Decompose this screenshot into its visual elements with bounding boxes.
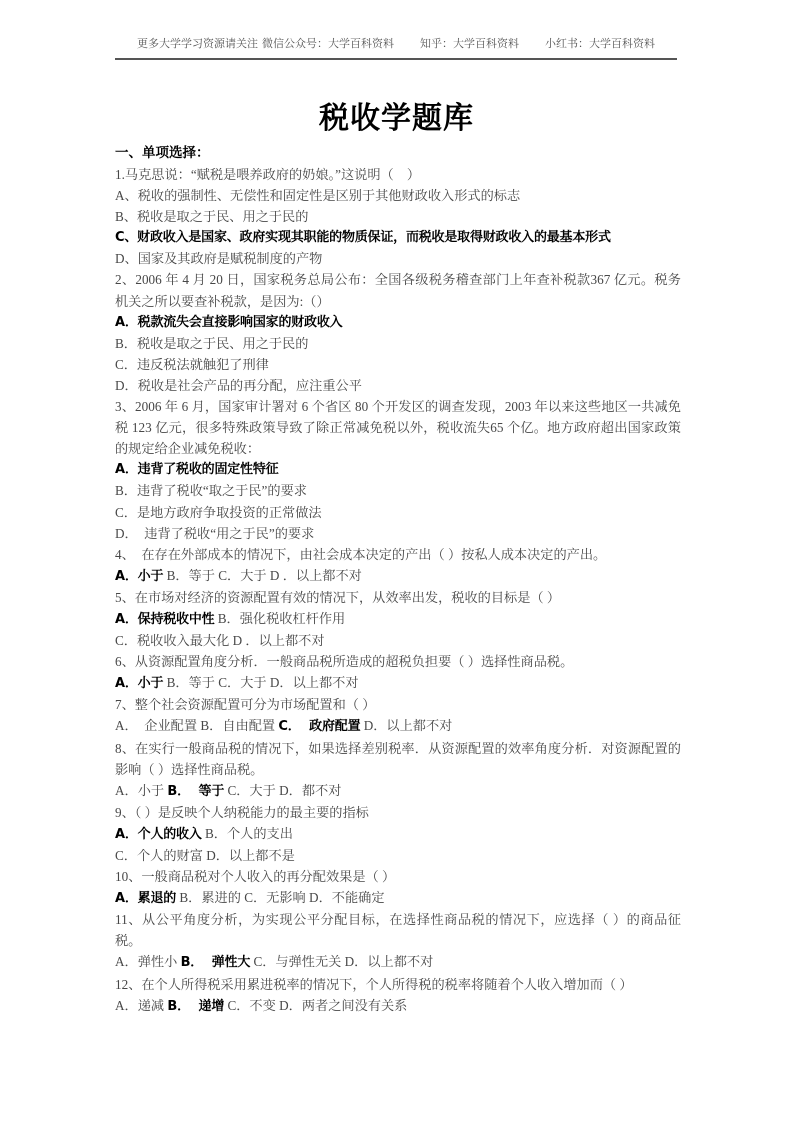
document-body <box>115 142 681 1017</box>
question-2-stem: 2、2006 年 4 月 20 日，国家税务总局公布：全国各级税务稽查部门上年查补税款367 亿元。税务机关之所以要查补税款，是因为:（） <box>115 272 681 309</box>
option-text: C．与弹性无关 D．以上都不对 <box>250 954 434 970</box>
question-1-option-c: C、财政收入是国家、政府实现其职能的物质保证，而税收是取得财政收入的最基本形式 <box>115 230 611 246</box>
header-segment-zhihu: 知乎：大学百科资料 <box>420 38 519 50</box>
question-10-options <box>115 887 681 909</box>
question-9-options-row2: C．个人的财富 D．以上都不是 <box>115 848 295 863</box>
question-6-options <box>115 672 681 694</box>
answer-emphasis: A．小于 <box>115 676 164 692</box>
question-5-options-row1 <box>115 608 681 630</box>
option-text: B．个人的支出 <box>201 825 293 841</box>
question-11-options <box>115 951 681 973</box>
question-1-option-d: D、国家及其政府是赋税制度的产物 <box>115 251 323 267</box>
question-2-option-d: D．税收是社会产品的再分配，应注重公平 <box>115 377 362 393</box>
question-3-option-c: C．是地方政府争取投资的正常做法 <box>115 504 322 520</box>
question-12-options <box>115 995 681 1017</box>
question-3-option-d: D． 违背了税收“用之于民”的要求 <box>115 525 315 541</box>
question-1-option-a: A、税收的强制性、无偿性和固定性是区别于其他财政收入形式的标志 <box>115 188 521 204</box>
option-text: B．累进的 C．无影响 D．不能确定 <box>176 890 385 906</box>
answer-emphasis: A．累退的 <box>115 891 177 907</box>
question-7-stem: 7、整个社会资源配置可分为市场配置和（ ） <box>115 697 376 713</box>
question-8-options <box>115 780 681 802</box>
question-2-option-b: B．税收是取之于民、用之于民的 <box>115 335 309 351</box>
question-3-option-a: A．违背了税收的固定性特征 <box>115 462 279 478</box>
question-1-stem: 1.马克思说：“赋税是喂养政府的奶娘。”这说明（ ） <box>115 167 421 182</box>
running-header <box>115 36 677 58</box>
question-4-options <box>115 565 681 587</box>
option-text: A． 企业配置 B．自由配置 <box>115 718 279 734</box>
page-title: 税收学题库 <box>319 101 474 137</box>
question-4-stem: 4、 在存在外部成本的情况下，由社会成本决定的产出（ ）按私人成本决定的产出。 <box>115 546 607 562</box>
section-heading-single-choice: 一、单项选择： <box>115 145 210 161</box>
answer-emphasis: B． 弹性大 <box>180 955 251 971</box>
question-2-option-a: A．税款流失会直接影响国家的财政收入 <box>115 314 343 330</box>
question-5-options-row2: C．税收收入最大化 D ．以上都不对 <box>115 633 325 649</box>
answer-emphasis: B． 等于 <box>167 783 225 799</box>
question-2-option-c: C．违反税法就触犯了刑律 <box>115 356 269 372</box>
question-8-stem: 8、在实行一般商品税的情况下，如果选择差别税率．从资源配置的效率角度分析．对资源配置的影响（ ）选择性商品税。 <box>115 740 681 777</box>
header-segment-source: 更多大学学习资源请关注 <box>137 38 258 50</box>
option-text: C．大于 D．都不对 <box>224 782 342 798</box>
option-text: A．递减 <box>115 997 168 1013</box>
question-1-option-b: B、税收是取之于民、用之于民的 <box>115 209 309 225</box>
question-3-stem: 3、2006 年 6 月，国家审计署对 6 个省区 80 个开发区的调查发现，2003 年以来这些地区一共减免税 123 亿元，很多特殊政策导致了除正常减免税以外，税收流失65 个亿。地方政府超出国家政策的规定给企业减免税收： <box>115 399 681 457</box>
option-text: B．强化税收杠杆作用 <box>214 610 346 626</box>
question-6-stem: 6、从资源配置角度分析．一般商品税所造成的超税负担要（ ）选择性商品税。 <box>115 654 574 670</box>
question-10-stem: 10、一般商品税对个人收入的再分配效果是（ ） <box>115 869 396 885</box>
question-12-stem: 12、在个人所得税采用累进税率的情况下，个人所得税的税率将随着个人收入增加而（ ） <box>115 976 633 992</box>
question-3-option-b: B．违背了税收“取之于民”的要求 <box>115 483 307 499</box>
header-segment-wechat: 微信公众号：大学百科资料 <box>262 38 394 50</box>
question-9-options-row1 <box>115 823 681 845</box>
question-5-stem: 5、在市场对经济的资源配置有效的情况下，从效率出发，税收的目标是（ ） <box>115 589 561 605</box>
answer-emphasis: A．小于 <box>115 568 164 584</box>
option-text: B．等于 C．大于 D．以上都不对 <box>163 675 359 691</box>
header-segment-xiaohongshu: 小红书：大学百科资料 <box>545 38 655 50</box>
question-11-stem: 11、从公平角度分析，为实现公平分配目标，在选择性商品税的情况下，应选择（ ）的商品征税。 <box>115 912 681 949</box>
answer-emphasis: C． 政府配置 <box>278 719 361 735</box>
answer-emphasis: A．保持税收中性 <box>115 611 215 627</box>
answer-emphasis: A．个人的收入 <box>115 826 202 842</box>
question-7-options <box>115 715 681 737</box>
question-9-stem: 9、（ ）是反映个人纳税能力的最主要的指标 <box>115 804 369 820</box>
option-text: D．以上都不对 <box>360 718 453 734</box>
option-text: C．不变 D．两者之间没有关系 <box>224 997 408 1013</box>
option-text: B．等于 C．大于 D ．以上都不对 <box>163 567 362 583</box>
answer-emphasis: B． 递增 <box>167 998 225 1014</box>
option-text: A．小于 <box>115 782 168 798</box>
header-divider-rule <box>115 58 677 60</box>
option-text: A．弹性小 <box>115 954 181 970</box>
